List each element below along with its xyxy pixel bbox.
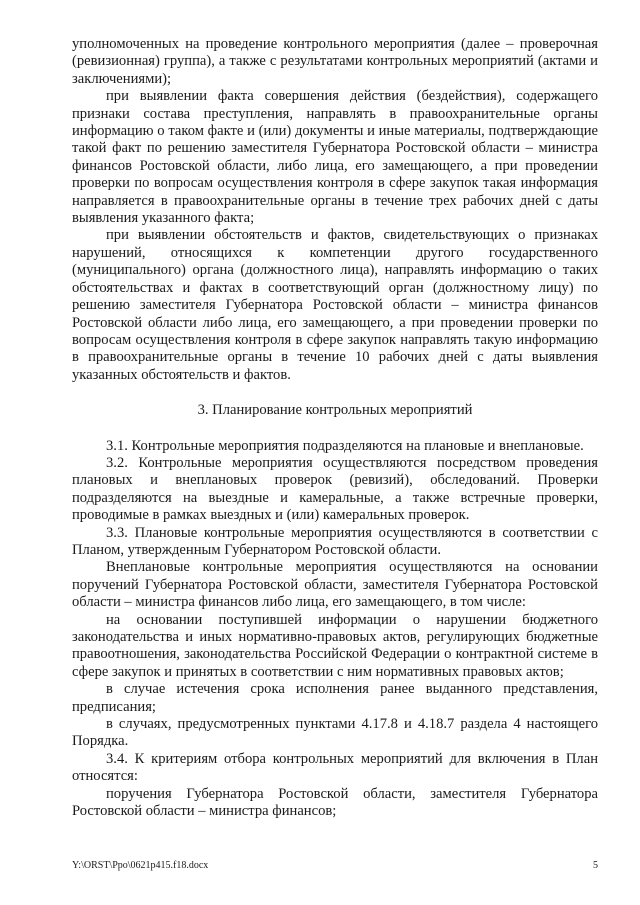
paragraph: на основании поступившей информации о нарушении бюджетного законодательства и иных нормативно-правовых актов, регулирующих бюджетные правоотношения, законодательства Российской Федерации о контрактной системе в сфере закупок и принятых в соответствии с ним нормативных правовых актов; (72, 611, 598, 680)
paragraph: при выявлении обстоятельств и фактов, свидетельствующих о признаках нарушений, относящихся к компетенции другого государственного (муниципального) органа (должностного лица), направлять информацию о таких обстоятельствах и фактах в соответствующий орган (должностному лицу) по решению заместителя Губернатора Ростовской области – министра финансов Ростовской области либо лица, его замещающего, а при проведении проверки по вопросам осуществления контроля в сфере закупок направлять такую информацию в правоохранительные органы в течение 10 рабочих дней с даты выявления указанных обстоятельств и фактов. (72, 227, 598, 383)
paragraph: 3.2. Контрольные мероприятия осуществляются посредством проведения плановых и внеплановых проверок (ревизий), обследований. Проверки подразделяются на выездные и камеральные, а также встречные проверки, проводимые в рамках выездных и (или) камеральных проверок. (72, 454, 598, 524)
paragraph: при выявлении факта совершения действия (бездействия), содержащего признаки состава преступления, направлять в правоохранительные органы информацию о таком факте и (или) документы и иные материалы, подтверждающие такой факт по решению заместителя Губернатора Ростовской области – министра финансов Ростовской области, либо лица, его замещающего, а при проведении проверки по вопросам осуществления контроля в сфере закупок такая информация направляется в правоохранительные органы в течение трех рабочих дней с даты выявления указанного факта; (72, 88, 598, 227)
paragraph: 3.1. Контрольные мероприятия подразделяются на плановые и внеплановые. (106, 437, 584, 454)
document-body (72, 36, 598, 820)
paragraph: поручения Губернатора Ростовской области, заместителя Губернатора Ростовской области – министра финансов; (72, 785, 598, 820)
page-footer (72, 860, 598, 872)
paragraph: в случае истечения срока исполнения ранее выданного представления, предписания; (72, 681, 598, 715)
page-number: 5 (593, 860, 598, 871)
section-heading: 3. Планирование контрольных мероприятий (197, 402, 473, 419)
paragraph: 3.4. К критериям отбора контрольных мероприятий для включения в План относятся: (72, 750, 598, 785)
paragraph: в случаях, предусмотренных пунктами 4.17.8 и 4.18.7 раздела 4 настоящего Порядка. (72, 716, 598, 750)
paragraph: Внеплановые контрольные мероприятия осуществляются на основании поручений Губернатора Ростовской области, заместителя Губернатора Ростовской области – министра финансов либо лица, его замещающего, в том числе: (72, 559, 598, 611)
file-path: Y:\ORST\Ppo\0621p415.f18.docx (72, 860, 209, 871)
paragraph: уполномоченных на проведение контрольного мероприятия (далее – проверочная (ревизионная) группа), а также с результатами контрольных мероприятий (актами и заключениями); (72, 36, 598, 87)
paragraph: 3.3. Плановые контрольные мероприятия осуществляются в соответствии с Планом, утвержденным Губернатором Ростовской области. (72, 524, 598, 558)
